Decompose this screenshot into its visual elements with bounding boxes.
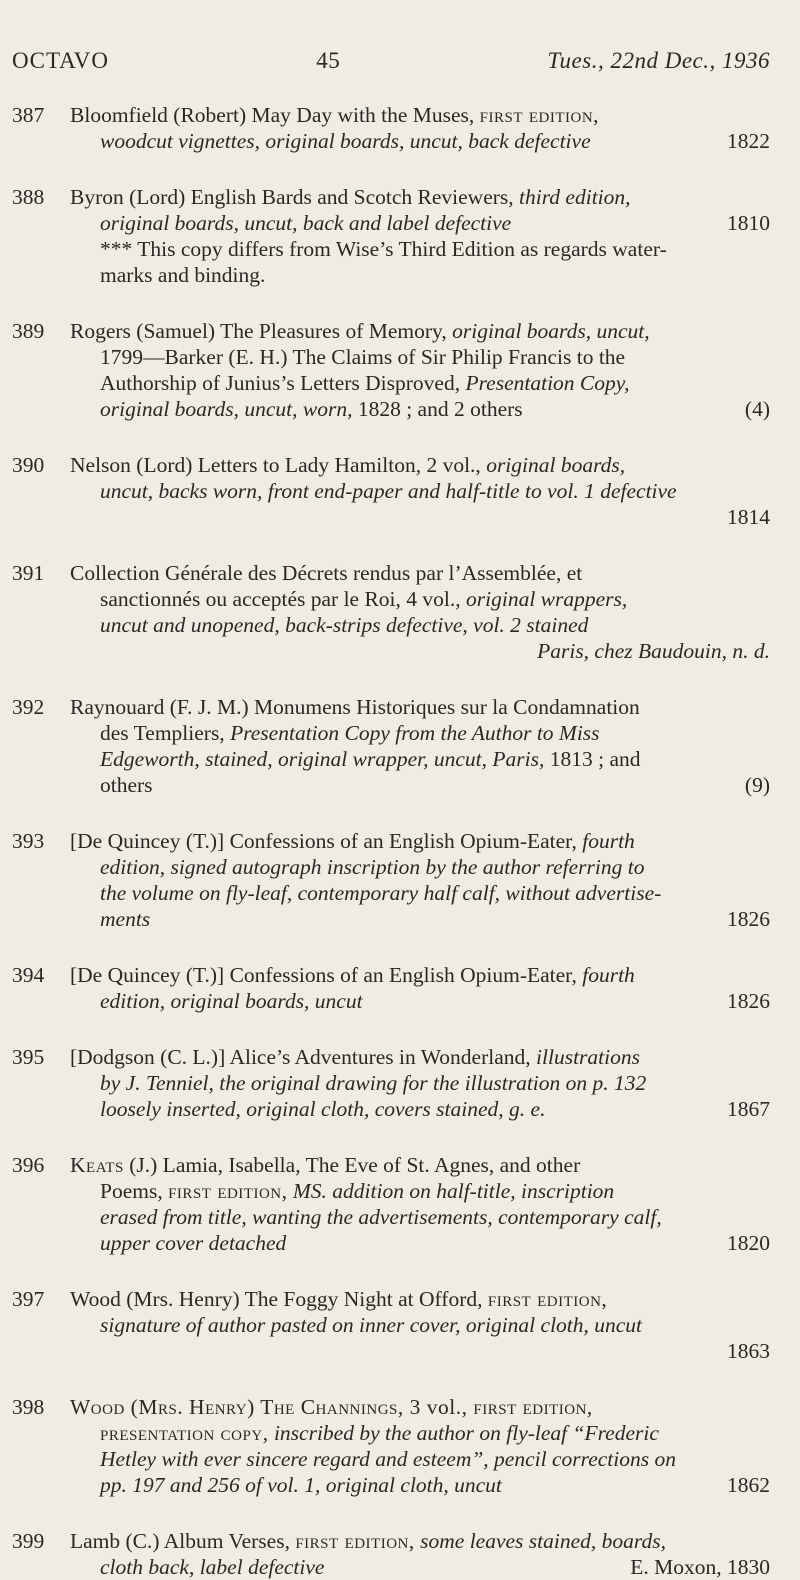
lot-description: [Dodgson (C. L.)] Alice’s Adventures in Wonderland, illustrations by J. Tenniel, the original drawing for the illustration on p. 132 loosely inserted, original cloth, covers stained, g. e. 1867: [70, 1045, 770, 1121]
header-format: OCTAVO: [12, 48, 110, 73]
lot-date: (9): [744, 773, 770, 797]
lot-date: 1862: [727, 1473, 770, 1497]
lot-date: 1814: [727, 505, 770, 529]
lot-389: [12, 318, 770, 422]
lot-393: [12, 828, 770, 932]
lot-description: Keats (J.) Lamia, Isabella, The Eve of St. Agnes, and other Poems, first edition, MS. addition on half-title, inscription erased from title, wanting the advertisements, contemporary calf, upper cover detached 1820: [70, 1153, 770, 1255]
lot-391: [12, 560, 770, 664]
lot-date: 1867: [727, 1097, 770, 1121]
lot-number: 388: [12, 185, 45, 209]
lot-388: [12, 184, 770, 288]
lot-387: [12, 102, 770, 154]
page-header: [12, 48, 770, 74]
lot-396: [12, 1152, 770, 1256]
lot-date: 1820: [727, 1231, 770, 1255]
lot-390: [12, 452, 770, 530]
lot-description: Collection Générale des Décrets rendus par l’Assemblée, et sanctionnés ou acceptés par le Roi, 4 vol., original wrappers, uncut and unopened, back-strips defective, vol. 2 stained Paris, chez Baudouin, n. d.: [70, 561, 770, 663]
lot-number: 394: [12, 963, 45, 987]
lot-number: 397: [12, 1287, 45, 1311]
lot-number: 390: [12, 453, 45, 477]
lot-description: [De Quincey (T.)] Confessions of an English Opium-Eater, fourth edition, signed autograph inscription by the author referring to the volume on fly-leaf, contemporary half calf, without advertise- ments 1826: [70, 829, 770, 931]
lot-399: [12, 1528, 770, 1580]
lot-number: 392: [12, 695, 45, 719]
lot-description: Raynouard (F. J. M.) Monumens Historiques sur la Condamnation des Templiers, Presentation Copy from the Author to Miss Edgeworth, stained, original wrapper, uncut, Paris, 1813 ; and others (9): [70, 695, 770, 797]
lot-description: Byron (Lord) English Bards and Scotch Reviewers, third edition, original boards, uncut, back and label defective 1810 *** This copy differs from Wise’s Third Edition as regards water- marks and binding.: [70, 185, 770, 287]
lot-description: Rogers (Samuel) The Pleasures of Memory, original boards, uncut, 1799—Barker (E. H.) The Claims of Sir Philip Francis to the Authorship of Junius’s Letters Disproved, Presentation Copy, original boards, uncut, worn, 1828 ; and 2 others (4): [70, 319, 770, 421]
lot-date: Paris, chez Baudouin, n. d.: [537, 639, 770, 663]
lot-date: 1810: [727, 211, 770, 235]
lot-description: Wood (Mrs. Henry) The Foggy Night at Offord, first edition, signature of author pasted on inner cover, original cloth, uncut 1863: [70, 1287, 770, 1363]
lot-number: 395: [12, 1045, 45, 1069]
lot-number: 398: [12, 1395, 45, 1419]
lot-date: 1826: [727, 907, 770, 931]
lot-398: [12, 1394, 770, 1498]
lot-394: [12, 962, 770, 1014]
lot-date: 1826: [727, 989, 770, 1013]
lot-395: [12, 1044, 770, 1122]
lot-date: E. Moxon, 1830: [630, 1555, 770, 1579]
lot-392: [12, 694, 770, 798]
lot-date: 1822: [727, 129, 770, 153]
page-number: 45: [316, 48, 341, 73]
lot-date: (4): [744, 397, 770, 421]
lot-description: [De Quincey (T.)] Confessions of an English Opium-Eater, fourth edition, original boards, uncut 1826: [70, 963, 770, 1013]
lot-number: 393: [12, 829, 45, 853]
lot-description: Nelson (Lord) Letters to Lady Hamilton, 2 vol., original boards, uncut, backs worn, front end-paper and half-title to vol. 1 defective 1814: [70, 453, 770, 529]
sale-date: Tues., 22nd Dec., 1936: [547, 48, 770, 73]
lot-description: Wood (Mrs. Henry) The Channings, 3 vol., first edition, presentation copy, inscribed by the author on fly-leaf “Frederic Hetley with ever sincere regard and esteem”, pencil corrections on pp. 197 and 256 of vol. 1, original cloth, uncut 1862: [70, 1395, 770, 1497]
lot-number: 387: [12, 103, 45, 127]
lot-number: 399: [12, 1529, 45, 1553]
lot-397: [12, 1286, 770, 1364]
lot-number: 389: [12, 319, 45, 343]
lot-number: 391: [12, 561, 45, 585]
lot-description: Lamb (C.) Album Verses, first edition, some leaves stained, boards, cloth back, label defective E. Moxon, 1830: [70, 1529, 770, 1579]
lot-description: Bloomfield (Robert) May Day with the Muses, first edition, woodcut vignettes, original boards, uncut, back defective 1822: [70, 103, 770, 153]
lot-date: 1863: [727, 1339, 770, 1363]
lot-number: 396: [12, 1153, 45, 1177]
